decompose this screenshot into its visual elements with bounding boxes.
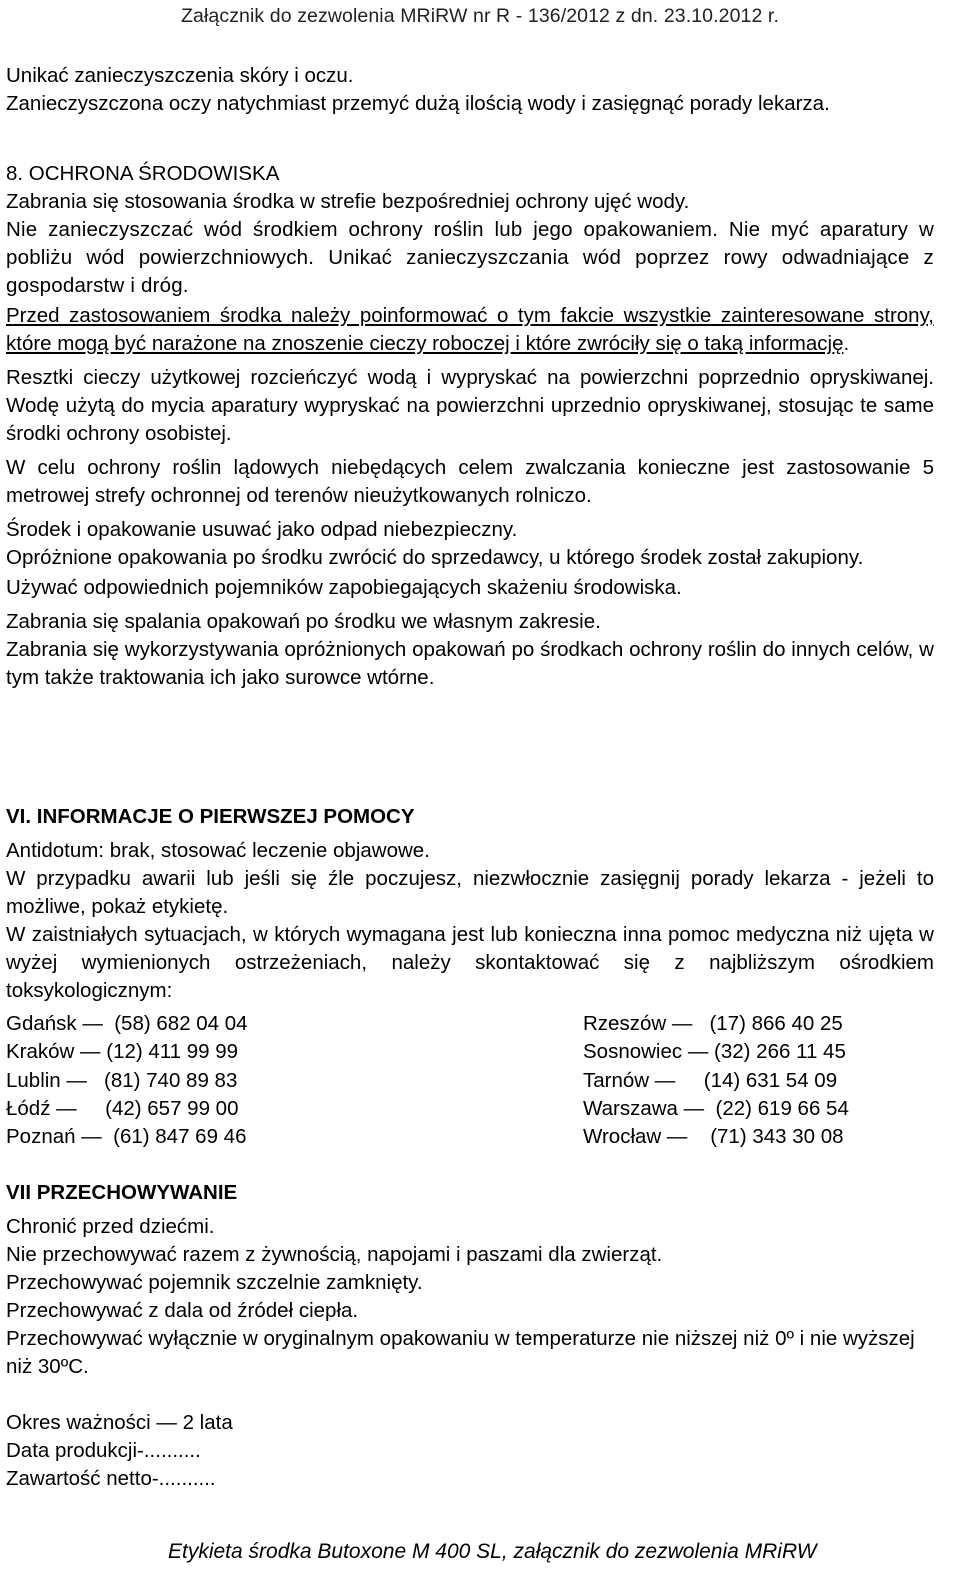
first-aid-section xyxy=(6,803,934,1005)
paragraph: W celu ochrony roślin lądowych niebędących celem zwalczania konieczne jest zastosowanie 5 metrowej strefy ochronnej od terenów nieużytkowanych rolniczo. xyxy=(6,456,934,507)
document-footer: Etykieta środka Butoxone M 400 SL, załącznik do zezwolenia MRiRW xyxy=(168,1540,817,1563)
paragraph-end: . xyxy=(843,332,850,355)
paragraph: W zaistniałych sytuacjach, w których wymagana jest lub konieczna inna pomoc medyczna niż ujęta w wyżej wymienionych ostrzeżeniach, należy skontaktować się z najbliższym ośrodkiem toksykologicznym: xyxy=(6,923,934,1002)
paragraph: Zabrania się stosowania środka w strefie bezpośredniej ochrony ujęć wody. xyxy=(6,190,690,213)
paragraph: Przechowywać z dala od źródeł ciepła. xyxy=(6,1299,359,1322)
section-heading: VII PRZECHOWYWANIE xyxy=(6,1181,238,1204)
table-row xyxy=(6,1038,934,1066)
production-date: Data produkcji-.......... xyxy=(6,1439,201,1462)
center-left: Kraków — (12) 411 99 99 xyxy=(6,1040,239,1064)
environment-section xyxy=(6,160,934,692)
center-right: Warszawa — (22) 619 66 54 xyxy=(583,1096,849,1120)
paragraph: W przypadku awarii lub jeśli się źle poczujesz, niezwłocznie zasięgnij porady lekarza - jeżeli to możliwe, pokaż etykietę. xyxy=(6,867,934,918)
paragraph: Resztki cieczy użytkowej rozcieńczyć wodą i wypryskać na powierzchni poprzednio opryskiwanej. Wodę użytą do mycia aparatury wypryskać na powierzchni uprzednio opryskiwanej, stosując te same środki ochrony osobistej. xyxy=(6,366,934,445)
center-left: Łódź — (42) 657 99 00 xyxy=(6,1096,239,1120)
center-left: Poznań — (61) 847 69 46 xyxy=(6,1125,247,1149)
paragraph: Środek i opakowanie usuwać jako odpad niebezpieczny. xyxy=(6,518,518,541)
toxicology-centers-table xyxy=(6,1010,934,1151)
paragraph: Przechowywać wyłącznie w oryginalnym opakowaniu w temperaturze nie niższej niż 0º i nie wyższej niż 30ºC. xyxy=(6,1327,915,1378)
product-info xyxy=(6,1409,934,1493)
center-right: Rzeszów — (17) 866 40 25 xyxy=(583,1012,843,1035)
storage-section xyxy=(6,1179,934,1381)
center-left: Lublin — (81) 740 89 83 xyxy=(6,1068,238,1092)
table-row xyxy=(6,1095,934,1123)
section-heading: 8. OCHRONA ŚRODOWISKA xyxy=(6,162,280,185)
paragraph: Antidotum: brak, stosować leczenie objawowe. xyxy=(6,839,430,862)
net-content: Zawartość netto-.......... xyxy=(6,1467,216,1490)
paragraph: Używać odpowiednich pojemników zapobiegających skażeniu środowiska. xyxy=(6,576,682,599)
center-right: Sosnowiec — (32) 266 11 45 xyxy=(583,1040,846,1064)
paragraph xyxy=(6,302,934,358)
center-left: Gdańsk — (58) 682 04 04 xyxy=(6,1012,248,1035)
warning-line: Unikać zanieczyszczenia skóry i oczu. xyxy=(6,64,354,87)
center-right: Tarnów — (14) 631 54 09 xyxy=(583,1068,838,1092)
paragraph: Nie zanieczyszczać wód środkiem ochrony roślin lub jego opakowaniem. Nie myć aparatury w pobliżu wód powierzchniowych. Unikać zanieczyszczania wód poprzez rowy odwadniające z gospodarstw i dróg. xyxy=(6,218,934,297)
paragraph: Nie przechowywać razem z żywnością, napojami i paszami dla zwierząt. xyxy=(6,1243,663,1266)
paragraph: Opróżnione opakowania po środku zwrócić do sprzedawcy, u którego środek został zakupiony. xyxy=(6,546,864,569)
paragraph: Przechowywać pojemnik szczelnie zamknięty. xyxy=(6,1271,423,1294)
shelf-life: Okres ważności — 2 lata xyxy=(6,1411,233,1434)
section-heading: VI. INFORMACJE O PIERWSZEJ POMOCY xyxy=(6,805,415,828)
eye-skin-warning xyxy=(6,62,934,118)
table-row xyxy=(6,1010,934,1038)
warning-line: Zanieczyszczona oczy natychmiast przemyć dużą ilością wody i zasięgnąć porady lekarza. xyxy=(6,92,830,115)
underlined-text: Przed zastosowaniem środka należy poinformować o tym fakcie wszystkie zainteresowane strony, które mogą być narażone na znoszenie cieczy roboczej i które zwróciły się o taką informację xyxy=(6,304,934,355)
paragraph: Zabrania się spalania opakowań po środku we własnym zakresie. xyxy=(6,610,601,633)
paragraph: Chronić przed dziećmi. xyxy=(6,1215,215,1238)
table-row xyxy=(6,1067,934,1095)
center-right: Wrocław — (71) 343 30 08 xyxy=(583,1125,844,1149)
paragraph: Zabrania się wykorzystywania opróżnionych opakowań po środkach ochrony roślin do innych celów, w tym także traktowania ich jako surowce wtórne. xyxy=(6,638,934,689)
document-header: Załącznik do zezwolenia MRiRW nr R - 136/2012 z dn. 23.10.2012 r. xyxy=(181,5,779,27)
table-row xyxy=(6,1123,934,1151)
